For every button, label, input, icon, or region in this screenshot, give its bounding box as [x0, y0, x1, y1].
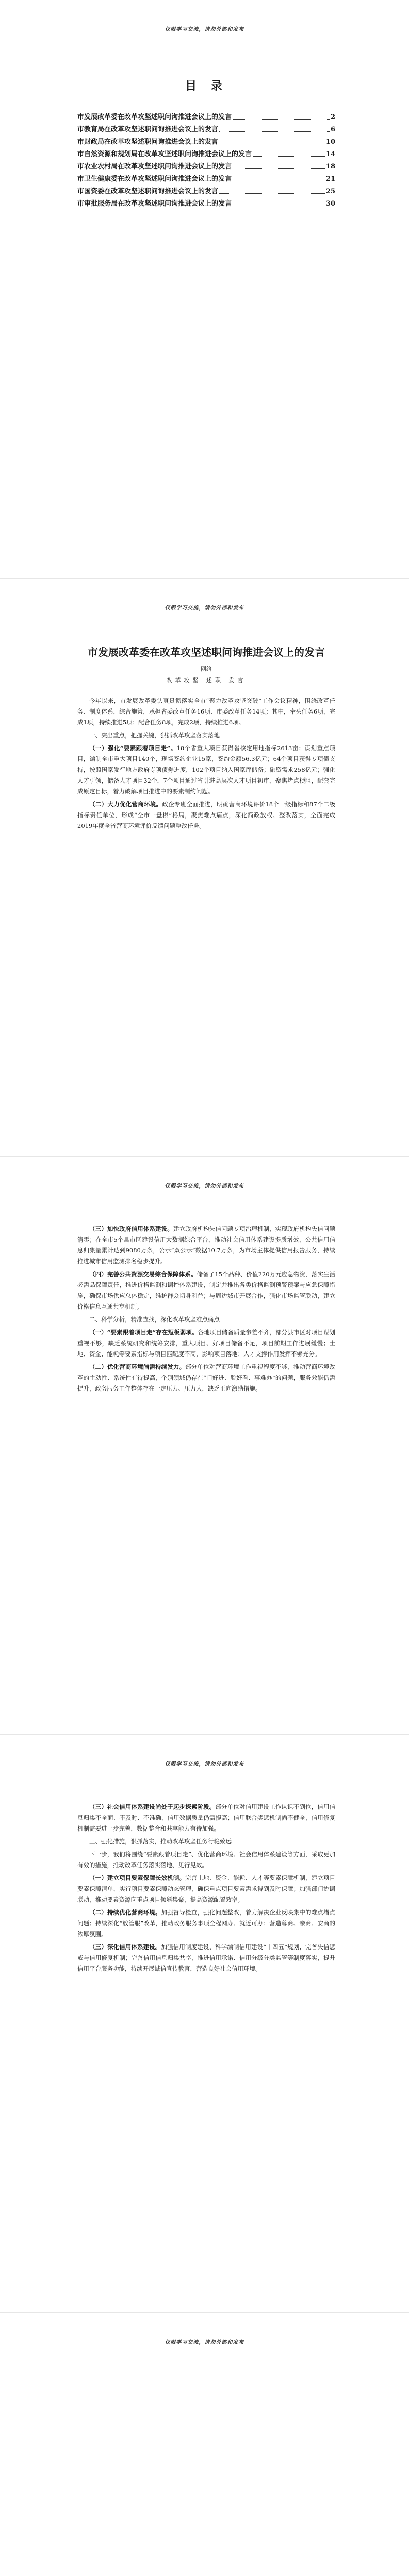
page-header: 仅限学习交流，请勿外部和发布	[165, 2340, 244, 2345]
document-keywords: 改革攻坚 述职 发言	[166, 677, 247, 684]
paragraph-lead: （一）“要素跟着项目走”存在短板弱项。	[89, 1329, 198, 1336]
toc-item-page: 14	[325, 150, 335, 158]
page-3	[0, 1156, 409, 1734]
document-title: 市发展改革委在改革攻坚述职问询推进会议上的发言	[88, 646, 325, 658]
paragraph-body: 各地项目储备质量参差不齐，部分县市区对项目谋划重视不够，缺乏系统研究和统筹安排，重大项目、好项目储备不足，项目前期工作进展缓慢；土地、资金、能耗等要素指标与项目匹配度不高，影响项目落地；人才支撑作用发挥不够充分。	[77, 1329, 336, 1358]
paragraph	[77, 1873, 335, 1905]
paragraph-body: 18个省重大项目获得省核定用地指标2613亩；谋划重点项目，编制全市重大项目140个，现场签约企业15家，签约金额56.3亿元；64个项目获得专项债支持，按照国家发行地方政府专项债券进度，102个项目纳入国家库储备；融资需求258亿元；强化人才引领，储备人才项目32个，7个项目通过省引进高层次人才项目初审，聚焦堵点梗阻，配套完成原定目标，着力破解项目推进中的要素制约问题。	[77, 744, 335, 795]
page-body	[77, 646, 335, 834]
paragraph	[77, 1802, 335, 1834]
paragraph-lead: （一）强化“要素跟着项目走”。	[89, 744, 177, 752]
page-header: 仅限学习交流，请勿外部和发布	[165, 605, 244, 611]
toc-item-text: 市卫生健康委在改革攻坚述职问询推进会议上的发言	[77, 175, 232, 183]
paragraph	[77, 1224, 335, 1267]
toc-item-text: 市审批服务局在改革攻坚述职问询推进会议上的发言	[77, 200, 232, 208]
toc-item-text: 市自然资源和规划局在改革攻坚述职问询推进会议上的发言	[77, 150, 252, 158]
paragraph	[77, 1907, 335, 1940]
paragraph-body: 部分单位对营商环境工作重视程度不够，推动营商环境改革的主动性、系统性有待提高，个别领域仍存在“门好进、脸好看、事难办”的问题，服务效能仍需提升，政务服务工作整体存在一定压力、压力大，缺乏正向激励措施。	[77, 1363, 336, 1392]
toc-item[interactable]	[77, 125, 335, 134]
toc-item-page: 21	[325, 175, 335, 183]
section-heading: 三、强化措施，狠抓落实，推动改革攻坚任务行稳致远	[89, 1838, 232, 1845]
toc-item-page: 6	[330, 126, 335, 133]
paragraph-lead: （三）加快政府信用体系建设。	[89, 1225, 173, 1232]
toc-item-page: 30	[325, 200, 335, 208]
paragraph-body: 加强督导检查，强化问题整改，着力解决企业反映集中的难点堵点问题；持续深化“放管服”改革，推动政务服务事项全程网办、就近可办；营造尊商、亲商、安商的浓厚氛围。	[77, 1909, 336, 1938]
toc-item-text: 市国资委在改革攻坚述职问询推进会议上的发言	[77, 188, 219, 195]
document-author: 网络	[201, 666, 212, 672]
toc-item-text: 市财政局在改革攻坚述职问询推进会议上的发言	[77, 138, 219, 146]
page-header: 仅限学习交流，请勿外部和发布	[165, 27, 244, 32]
page-1	[0, 0, 409, 578]
paragraph-lead: （二）持续优化营商环境。	[89, 1909, 161, 1916]
paragraph-body: 加强信用制度建设、科学编制信用建设“十四五”规划，完善失信惩戒与信用修复机制；完善信用信息归集共享，推进信用承诺、信用分级分类监管等制度落实，提升信用平台服务功能，持续开展诚信宣传教育，营造良好社会信用环境。	[77, 1943, 335, 1972]
page-header: 仅限学习交流，请勿外部和发布	[165, 1183, 244, 1189]
paragraph-lead: （二）大力优化营商环境。	[89, 801, 162, 808]
paragraph	[77, 743, 335, 797]
table-of-contents	[77, 77, 335, 212]
toc-item-text: 市发展改革委在改革攻坚述职问询推进会议上的发言	[77, 113, 232, 121]
page-header: 仅限学习交流，请勿外部和发布	[165, 1761, 244, 1767]
page-5	[0, 2312, 409, 2576]
toc-item-text: 市农业农村局在改革攻坚述职问询推进会议上的发言	[77, 163, 232, 171]
toc-item[interactable]	[77, 113, 335, 122]
paragraph: 今年以来，市发展改革委认真贯彻落实全市“聚力改革攻坚突破”工作会议精神，围绕改革任务、制度体系，综合施策，承担省委改革任务16项、市委改革任务14项；其中，牵头任务6项，完成1项，持续推进5项；配合任务8项，完成2项，持续推进6项。	[77, 697, 335, 726]
paragraph-lead: （二）优化营商环境尚需持续发力。	[89, 1363, 186, 1370]
toc-item[interactable]	[77, 199, 335, 208]
toc-item[interactable]	[77, 162, 335, 171]
paragraph-body: 政企专班全面推进，明确营商环境评价18个一级指标和87个二级指标责任单位，形成“全市一盘棋”格局，聚焦难点痛点，深化简政放权、整改落实，全面完成2019年度全省营商环境评价反馈问题整改任务。	[77, 801, 336, 829]
toc-leader	[219, 131, 330, 132]
paragraph-body: 完善土地、资金、能耗、人才等要素保障机制，建立项目要素保障清单，实行项目要素保障动态管理，确保重点项目要素需求得到及时保障；加强部门协调联动，推动要素资源向重点项目倾斜集聚，提高资源配置效率。	[77, 1874, 336, 1903]
toc-item-page: 25	[325, 188, 335, 195]
page-body	[77, 1802, 335, 1976]
toc-leader	[219, 193, 325, 194]
paragraph: 下一步，我们将围绕“要素跟着项目走”、优化营商环境、社会信用体系建设等方面，采取更加有效的措施，推动改革任务落实落地、见行见效。	[77, 1851, 335, 1869]
paragraph	[77, 1269, 335, 1312]
toc-item[interactable]	[77, 138, 335, 146]
paragraph-body: 建立政府机构失信问题专项治理机制，实现政府机构失信问题清零；在全市5个县市区建设信用大数据综合平台，推动社会信用体系建设提质增效，公共信用信息归集量累计达到9080万条，公示“双公示”数据10.7万条，为市场主体提供信用报告服务，持续推进城市信用监测排名稳步提升。	[77, 1225, 336, 1265]
toc-item[interactable]	[77, 150, 335, 159]
paragraph-lead: （三）深化信用体系建设。	[89, 1943, 161, 1951]
toc-title: 目 录	[185, 79, 227, 93]
paragraph	[77, 1327, 335, 1360]
paragraph-body: 储备了15个品种、价值220万元应急物资，落实生活必需品保障责任，推进价格监测和调控体系建设，制定并推出各类价格监测预警预案与应急保障措施，确保市场供应总体稳定，维护群众切身利益；与周边城市开展合作，强化市场监管联动，建立价格信息互通共享机制。	[77, 1270, 335, 1310]
paragraph	[77, 1362, 335, 1394]
toc-leader	[253, 156, 325, 157]
paragraph-lead: （一）建立项目要素保障长效机制。	[89, 1874, 186, 1882]
paragraph-lead: （三）社会信用体系建设尚处于起步探索阶段。	[89, 1803, 216, 1810]
page-2	[0, 578, 409, 1156]
toc-item[interactable]	[77, 187, 335, 196]
section-heading: 二、科学分析，精准查找，深化改革攻坚难点痛点	[89, 1316, 220, 1323]
paragraph	[77, 799, 335, 832]
toc-leader	[233, 119, 330, 120]
toc-item-text: 市教育局在改革攻坚述职问询推进会议上的发言	[77, 126, 219, 133]
paragraph-body: 部分单位对信用建设工作认识不到位，信用信息归集不全面、不及时、不准确，信用数据质量仍需提高；信用联合奖惩机制尚不健全，信用修复机制需要进一步完善，数据整合和共享能力有待加强。	[77, 1803, 336, 1832]
toc-item-page: 10	[325, 138, 335, 146]
page-4	[0, 1734, 409, 2312]
toc-item[interactable]	[77, 175, 335, 183]
paragraph	[77, 1942, 335, 1974]
page-body	[77, 1224, 335, 1396]
toc-item-page: 18	[325, 163, 335, 171]
toc-item-page: 2	[330, 113, 335, 121]
section-heading: 一、突出重点，把握关键，狠抓改革攻坚落实落地	[89, 732, 220, 739]
paragraph-lead: （四）完善公共资源交易综合保障体系。	[89, 1270, 197, 1278]
toc-leader	[233, 168, 325, 169]
